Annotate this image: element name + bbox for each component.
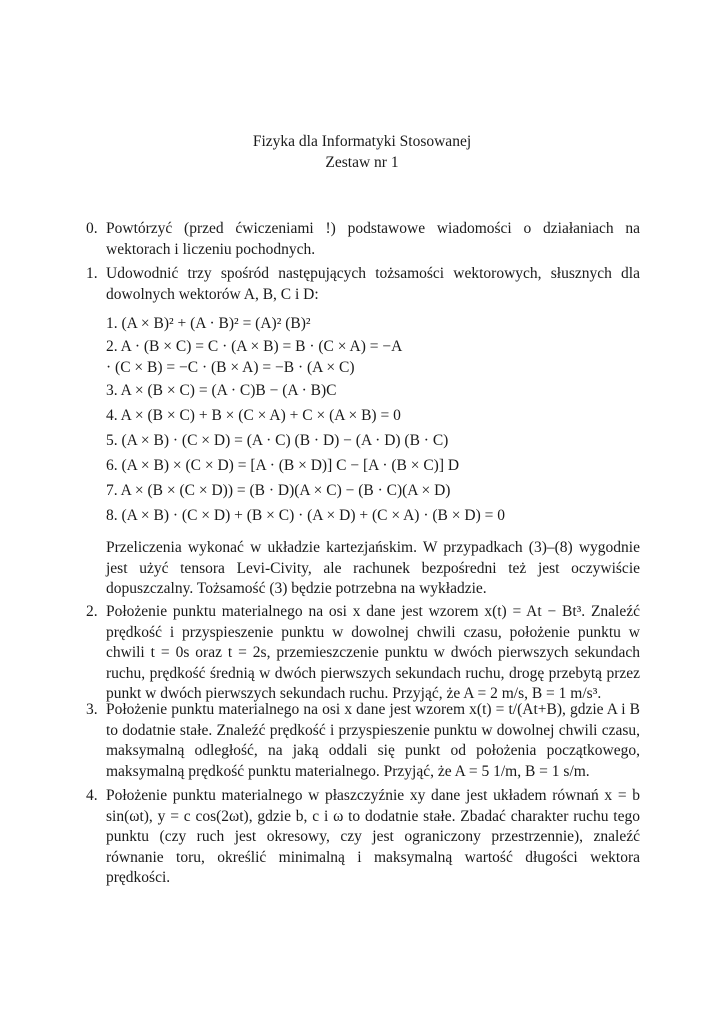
problem-0-text: Powtórzyć (przed ćwiczeniami !) podstawowe wiadomości o działaniach na wektorach i liczeniu pochodnych. <box>106 220 640 258</box>
identity-6: 6. (A × B) × (C × D) = [A · (B × D)] C − [A · (B × C)] D <box>106 457 460 474</box>
problem-2-text: Położenie punktu materialnego na osi x dane jest wzorem x(t) = At − Bt³. Znaleźć prędkość i przyspieszenie punktu w dowolnej chwili czasu, położenie punktu w chwili t = 0s oraz t = 2s, przemieszczenie punktu w dwóch pierwszych sekundach ruchu, prędkość średnią w dwóch pierwszych sekundach ruchu, drogę przebytą przez punkt w dwóch pierwszych sekundach ruchu. Przyjąć, że A = 2 m/s, B = 1 m/s³. <box>106 603 640 702</box>
problem-4-number: 4. <box>86 787 98 804</box>
header <box>0 131 724 173</box>
identity-4: 4. A × (B × C) + B × (C × A) + C × (A × B) = 0 <box>106 407 401 424</box>
identity-2: 2. A · (B × C) = C · (A × B) = B · (C × A) = −A · (C × B) = −C · (B × A) = −B · (A × C) <box>106 338 402 376</box>
problem-0-number: 0. <box>86 220 98 237</box>
problem-4-text: Położenie punktu materialnego w płaszczyźnie xy dane jest układem równań x = b sin(ωt), y = c cos(2ωt), gdzie b, c i ω to dodatnie stałe. Zbadać charakter ruchu tego punktu (czy ruch jest okresowy, czy jest ograniczony przestrzennie), znaleźć równanie toru, określić minimalną i maksymalną wartość długości wektora prędkości. <box>106 787 640 886</box>
problem-1-note: Przeliczenia wykonać w układzie kartezjańskim. W przypadkach (3)–(8) wygodnie jest użyć tensora Levi-Civity, ale rachunek bezpośredni też jest oczywiście dopuszczalny. Tożsamość (3) będzie potrzebna na wykładzie. <box>106 539 640 597</box>
problem-1-number: 1. <box>86 265 98 282</box>
problem-2-number: 2. <box>86 603 98 620</box>
identity-3: 3. A × (B × C) = (A · C)B − (A · B)C <box>106 382 337 399</box>
problem-3-text: Położenie punktu materialnego na osi x dane jest wzorem x(t) = t/(At+B), gdzie A i B to dodatnie stałe. Znaleźć prędkość i przyspieszenie punktu w dowolnej chwili czasu, maksymalną odległość, na jaką oddali się punkt od położenia początkowego, maksymalną prędkość punktu materialnego. Przyjąć, że A = 5 1/m, B = 1 s/m. <box>106 701 640 780</box>
course-title: Fizyka dla Informatyki Stosowanej <box>252 133 472 150</box>
identity-7: 7. A × (B × (C × D)) = (B · D)(A × C) − (B · C)(A × D) <box>106 482 451 499</box>
problem-3-number: 3. <box>86 701 98 718</box>
identity-8: 8. (A × B) · (C × D) + (B × C) · (A × D) + (C × A) · (B × D) = 0 <box>106 507 505 524</box>
set-title: Zestaw nr 1 <box>325 154 399 171</box>
identity-1: 1. (A × B)² + (A · B)² = (A)² (B)² <box>106 315 311 332</box>
problem-1-intro: Udowodnić trzy spośród następujących tożsamości wektorowych, słusznych dla dowolnych wektorów A, B, C i D: <box>106 265 640 303</box>
identity-5: 5. (A × B) · (C × D) = (A · C) (B · D) − (A · D) (B · C) <box>106 432 449 449</box>
